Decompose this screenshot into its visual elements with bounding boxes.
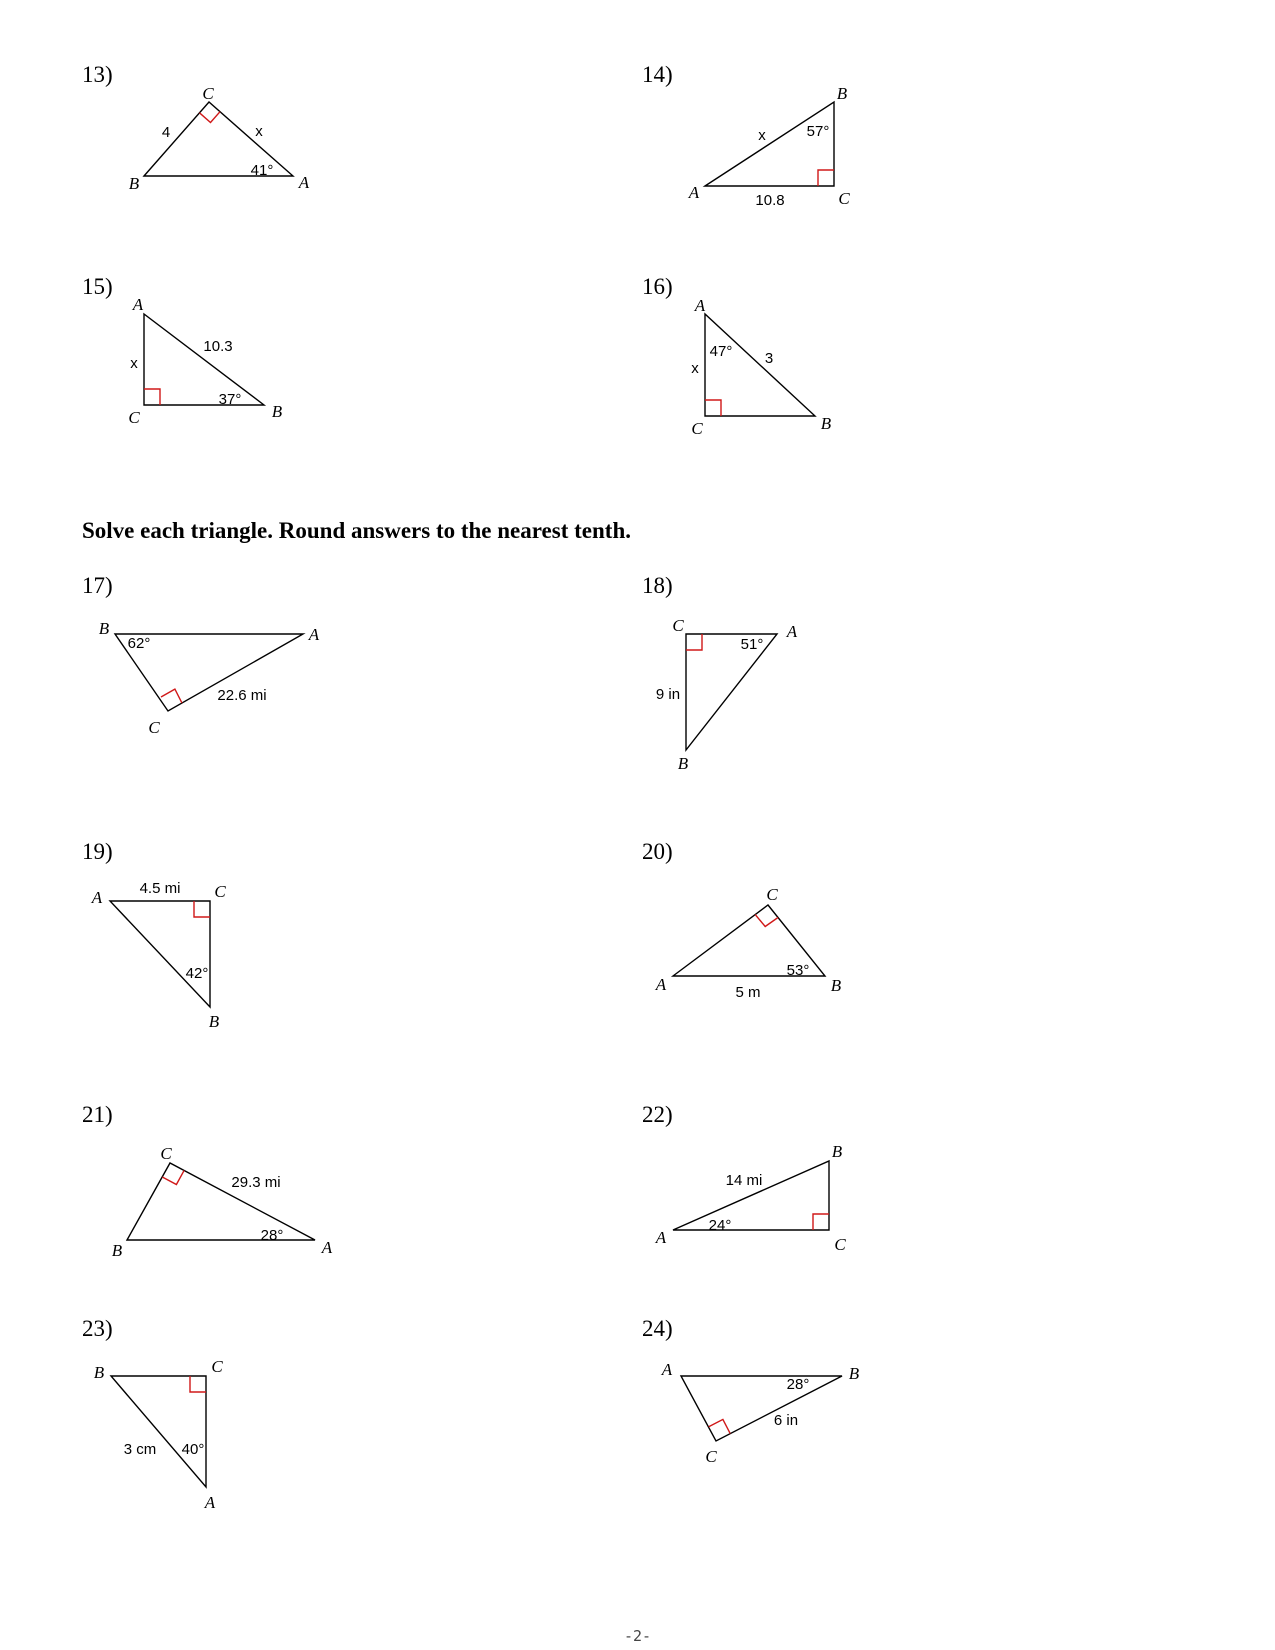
right-angle-marker <box>161 689 182 703</box>
vertex-a-label: A <box>298 173 310 192</box>
side-label: 3 cm <box>123 1441 157 1458</box>
vertex-a-label: A <box>688 183 700 202</box>
problem-number: 13) <box>82 62 113 87</box>
side-label: 10.8 <box>755 192 785 209</box>
side-label: 3 <box>764 350 774 367</box>
vertex-a-label: A <box>786 622 798 641</box>
problem-13 <box>82 62 310 193</box>
vertex-b-label: B <box>831 1142 843 1161</box>
angle-label: 53° <box>786 962 810 979</box>
vertex-c-label: C <box>160 1144 172 1163</box>
problem-number: 23) <box>82 1316 113 1341</box>
problem-number: 16) <box>642 274 673 299</box>
section-instruction: Solve each triangle. Round answers to the nearest tenth. <box>82 518 631 543</box>
vertex-a-label: A <box>655 975 667 994</box>
problem-14 <box>642 62 850 209</box>
angle-label: 28° <box>260 1227 284 1244</box>
problem-24 <box>642 1316 860 1466</box>
right-angle-marker <box>162 1170 184 1184</box>
side-label: x <box>758 127 766 144</box>
problem-number: 14) <box>642 62 673 87</box>
vertex-b-label: B <box>848 1364 860 1383</box>
vertex-b-label: B <box>271 402 283 421</box>
right-angle-marker <box>190 1376 206 1392</box>
vertex-b-label: B <box>820 414 832 433</box>
vertex-a-label: A <box>655 1228 667 1247</box>
vertex-a-label: A <box>661 1360 673 1379</box>
problem-number: 17) <box>82 573 113 598</box>
side-label: 22.6 mi <box>217 687 267 704</box>
triangle <box>144 314 264 405</box>
angle-label: 62° <box>127 635 151 652</box>
right-angle-marker <box>200 112 221 123</box>
vertex-b-label: B <box>830 976 842 995</box>
problem-number: 18) <box>642 573 673 598</box>
problem-21 <box>82 1102 333 1260</box>
vertex-c-label: C <box>202 84 214 103</box>
vertex-a-label: A <box>308 625 320 644</box>
page-number: -2- <box>623 1627 652 1645</box>
right-angle-marker <box>705 400 721 416</box>
problem-number: 15) <box>82 274 113 299</box>
vertex-b-label: B <box>836 84 848 103</box>
vertex-a-label: A <box>91 888 103 907</box>
problem-number: 22) <box>642 1102 673 1127</box>
vertex-a-label: A <box>321 1238 333 1257</box>
side-label: 4 <box>161 124 171 141</box>
vertex-b-label: B <box>93 1363 105 1382</box>
problem-number: 24) <box>642 1316 673 1341</box>
vertex-c-label: C <box>672 616 684 635</box>
vertex-c-label: C <box>705 1447 717 1466</box>
side-label: 5 m <box>735 984 761 1001</box>
triangle <box>705 102 834 186</box>
vertex-a-label: A <box>204 1493 216 1512</box>
vertex-c-label: C <box>148 718 160 737</box>
problem-number: 21) <box>82 1102 113 1127</box>
vertex-b-label: B <box>128 174 140 193</box>
vertex-a-label: A <box>694 296 706 315</box>
right-angle-marker <box>709 1419 731 1433</box>
triangle <box>127 1163 315 1240</box>
side-label: x <box>691 360 699 377</box>
side-label: 14 mi <box>725 1172 763 1189</box>
problem-18 <box>642 573 798 773</box>
vertex-c-label: C <box>834 1235 846 1254</box>
problem-20 <box>642 839 842 1001</box>
angle-label: 40° <box>181 1441 205 1458</box>
vertex-a-label: A <box>132 295 144 314</box>
right-angle-marker <box>818 170 834 186</box>
right-angle-marker <box>144 389 160 405</box>
triangle <box>686 634 777 750</box>
angle-label: 28° <box>786 1376 810 1393</box>
right-angle-marker <box>686 634 702 650</box>
angle-label: 42° <box>185 965 209 982</box>
vertex-b-label: B <box>208 1012 220 1031</box>
problem-17 <box>82 573 320 737</box>
angle-label: 41° <box>250 162 274 179</box>
problem-23 <box>82 1316 223 1512</box>
vertex-c-label: C <box>214 882 226 901</box>
right-angle-marker <box>194 901 210 917</box>
problem-19 <box>82 839 226 1031</box>
vertex-c-label: C <box>766 885 778 904</box>
side-label: 10.3 <box>203 338 233 355</box>
side-label: x <box>255 123 263 140</box>
angle-label: 24° <box>708 1217 732 1234</box>
side-label: 9 in <box>655 686 681 703</box>
problem-16 <box>642 274 832 438</box>
angle-label: 57° <box>806 123 830 140</box>
side-label: 29.3 mi <box>231 1174 281 1191</box>
problem-number: 20) <box>642 839 673 864</box>
vertex-c-label: C <box>211 1357 223 1376</box>
problem-number: 19) <box>82 839 113 864</box>
side-label: 6 in <box>773 1412 799 1429</box>
vertex-c-label: C <box>838 189 850 208</box>
vertex-b-label: B <box>677 754 689 773</box>
vertex-c-label: C <box>691 419 703 438</box>
vertex-b-label: B <box>111 1241 123 1260</box>
right-angle-marker <box>813 1214 829 1230</box>
problem-15 <box>82 274 283 427</box>
angle-label: 47° <box>709 343 733 360</box>
angle-label: 37° <box>218 391 242 408</box>
side-label: x <box>130 355 138 372</box>
problem-22 <box>642 1102 846 1254</box>
side-label: 4.5 mi <box>139 880 181 897</box>
right-angle-marker <box>755 915 778 927</box>
vertex-c-label: C <box>128 408 140 427</box>
vertex-b-label: B <box>98 619 110 638</box>
triangle <box>681 1376 842 1441</box>
angle-label: 51° <box>740 636 764 653</box>
